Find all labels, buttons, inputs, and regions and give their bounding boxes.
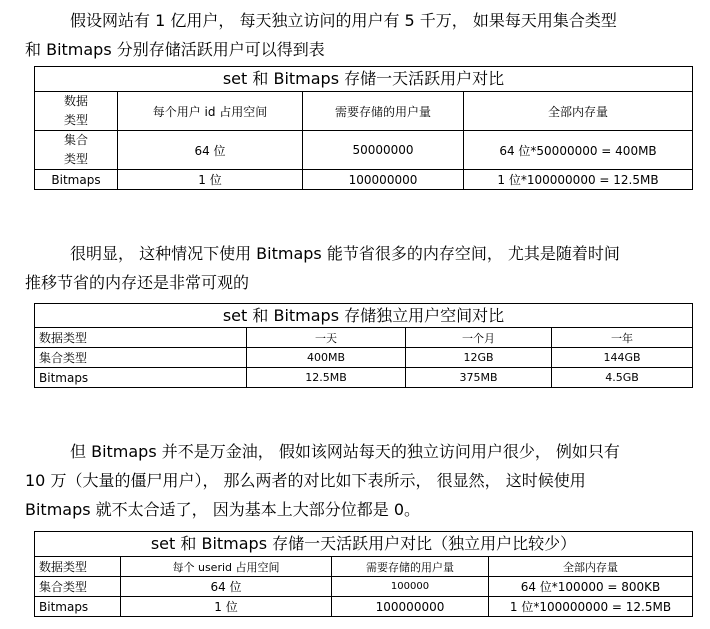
table-cell: 12GB xyxy=(406,348,552,368)
paragraph-conclusion xyxy=(25,239,693,297)
header-cell: 一年 xyxy=(552,328,693,348)
table-daily-active-comparison xyxy=(34,66,693,190)
table-daily-active-low-unique xyxy=(34,531,693,617)
table-cell: 集合类型 xyxy=(35,577,121,597)
table-cell: 1 位 xyxy=(118,170,303,190)
table-header-row xyxy=(35,328,693,348)
table-unique-user-space-comparison xyxy=(34,303,693,388)
paragraph-line: 但 Bitmaps 并不是万金油， 假如该网站每天的独立访问用户很少， 例如只有 xyxy=(70,442,620,461)
table-cell: 100000000 xyxy=(332,597,489,617)
header-cell: 每个用户 id 占用空间 xyxy=(118,92,303,131)
table-caption: set 和 Bitmaps 存储一天活跃用户对比 xyxy=(34,66,693,91)
paragraph-caveat xyxy=(25,437,693,524)
paragraph-line: 10 万（大量的僵尸用户）， 那么两者的对比如下表所示， 很显然， 这时候使用 xyxy=(25,471,586,490)
header-cell: 全部内存量 xyxy=(489,557,693,577)
table-header-row xyxy=(35,557,693,577)
header-cell: 需要存储的用户量 xyxy=(332,557,489,577)
table-row xyxy=(35,597,693,617)
table-cell: 4.5GB xyxy=(552,368,693,388)
table-cell: 12.5MB xyxy=(247,368,406,388)
table-row xyxy=(35,170,693,190)
header-cell: 一天 xyxy=(247,328,406,348)
table-caption: set 和 Bitmaps 存储一天活跃用户对比（独立用户比较少） xyxy=(34,531,693,556)
table-cell: 64 位*100000 = 800KB xyxy=(489,577,693,597)
table-cell: 100000 xyxy=(332,577,489,597)
table-row xyxy=(35,577,693,597)
header-cell xyxy=(35,92,118,131)
table-cell: 1 位 xyxy=(121,597,332,617)
paragraph-line: 推移节省的内存还是非常可观的 xyxy=(25,273,250,292)
header-text: 数据 类型 xyxy=(63,94,88,127)
table-cell: 集合类型 xyxy=(35,348,247,368)
header-cell: 需要存储的用户量 xyxy=(303,92,464,131)
table-header-row xyxy=(35,92,693,131)
table-cell: Bitmaps xyxy=(35,368,247,388)
table-row xyxy=(35,348,693,368)
table-cell: 64 位 xyxy=(121,577,332,597)
table-cell: 144GB xyxy=(552,348,693,368)
paragraph-line: 和 Bitmaps 分别存储活跃用户可以得到表 xyxy=(25,40,325,59)
cell-text: 集合 类型 xyxy=(63,133,88,166)
table-row xyxy=(35,131,693,170)
table-cell: 64 位*50000000 = 400MB xyxy=(464,131,693,170)
header-cell: 数据类型 xyxy=(35,557,121,577)
paragraph-line: 假设网站有 1 亿用户， 每天独立访问的用户有 5 千万， 如果每天用集合类型 xyxy=(70,11,617,30)
table-row xyxy=(35,368,693,388)
table-cell: Bitmaps xyxy=(35,170,118,190)
table-cell: 64 位 xyxy=(118,131,303,170)
table-cell: Bitmaps xyxy=(35,597,121,617)
header-cell: 一个月 xyxy=(406,328,552,348)
header-cell: 数据类型 xyxy=(35,328,247,348)
paragraph-line: 很明显， 这种情况下使用 Bitmaps 能节省很多的内存空间， 尤其是随着时间 xyxy=(70,244,620,263)
table-cell: 1 位*100000000 = 12.5MB xyxy=(489,597,693,617)
table-cell: 100000000 xyxy=(303,170,464,190)
table-cell: 50000000 xyxy=(303,131,464,170)
table-cell: 375MB xyxy=(406,368,552,388)
paragraph-intro xyxy=(25,6,693,64)
paragraph-line: Bitmaps 就不太合适了， 因为基本上大部分位都是 0。 xyxy=(25,500,421,519)
table-cell: 1 位*100000000 = 12.5MB xyxy=(464,170,693,190)
table-caption: set 和 Bitmaps 存储独立用户空间对比 xyxy=(34,303,693,327)
header-cell: 每个 userid 占用空间 xyxy=(121,557,332,577)
table-cell xyxy=(35,131,118,170)
header-cell: 全部内存量 xyxy=(464,92,693,131)
table-cell: 400MB xyxy=(247,348,406,368)
